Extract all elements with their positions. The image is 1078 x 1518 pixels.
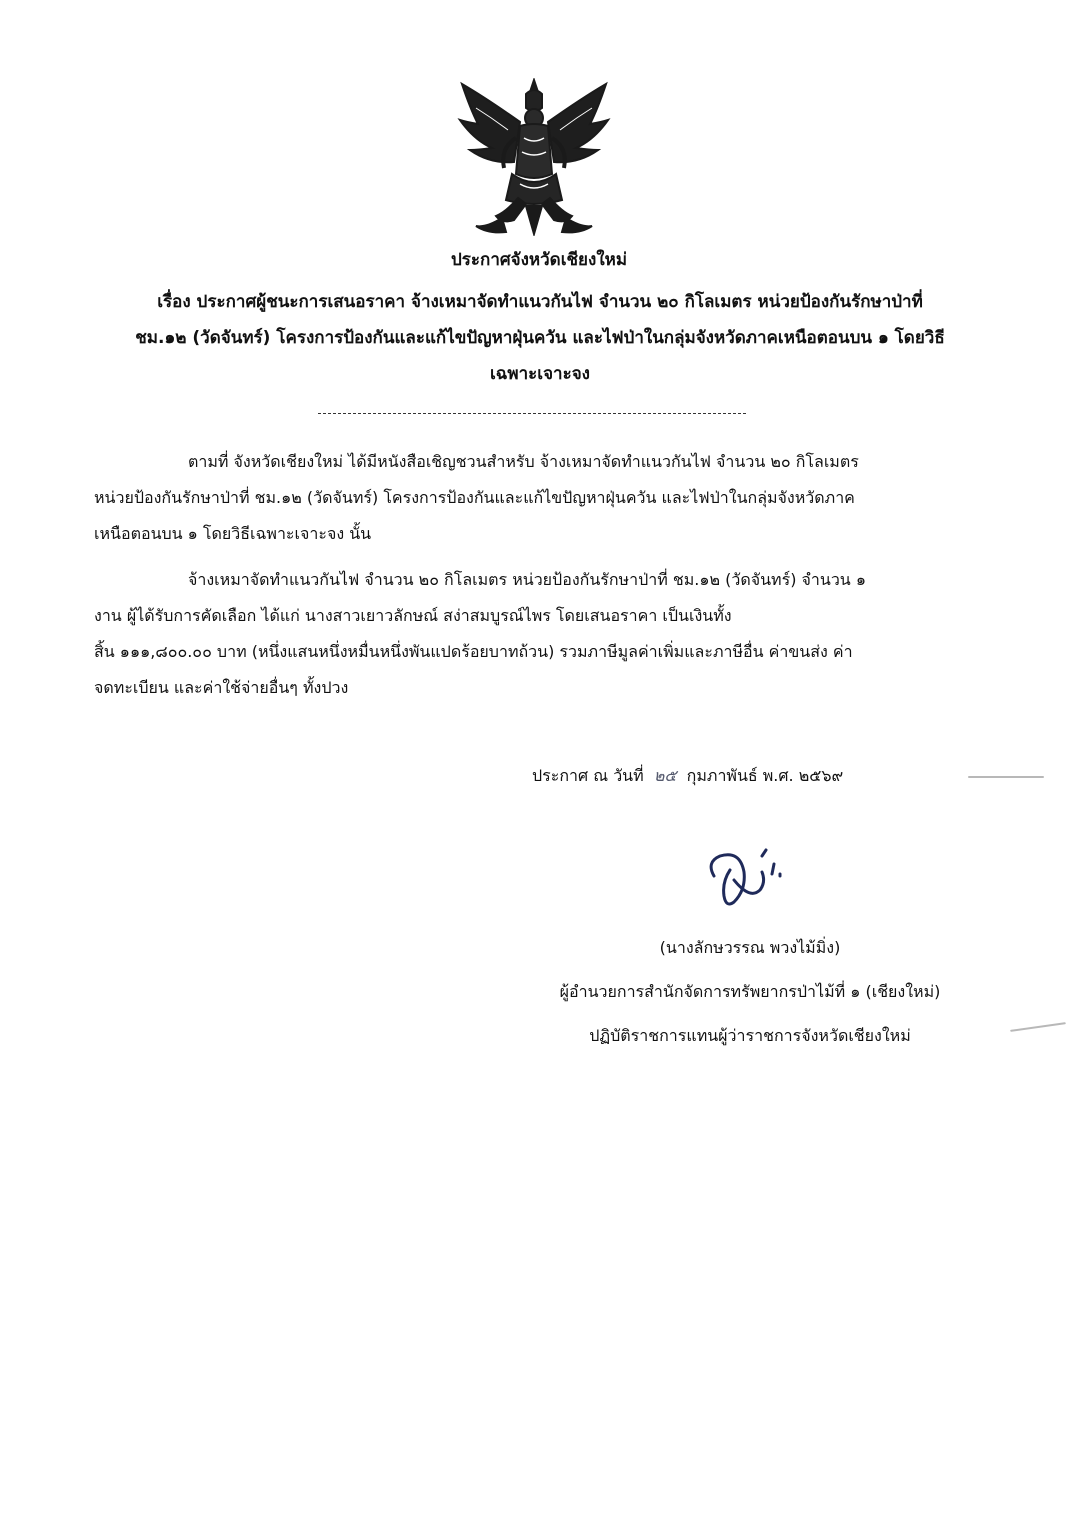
document-subject: [100, 284, 980, 392]
separator-rule: [318, 413, 746, 414]
garuda-emblem-icon: [456, 78, 612, 236]
paragraph-invitation: [94, 444, 982, 552]
date-prefix: ประกาศ ณ วันที่: [532, 766, 644, 785]
paragraph-line: สิ้น ๑๑๑,๘๐๐.๐๐ บาท (หนึ่งแสนหนึ่งหมื่นหนึ่งพันแปดร้อยบาทถ้วน) รวมภาษีมูลค่าเพิ่มและภาษีอื่น ค่าขนส่ง ค่า: [94, 642, 853, 661]
document-title: ประกาศจังหวัดเชียงใหม่: [450, 250, 628, 270]
signer-name: (นางลักษวรรณ พวงไม้มิ่ง): [659, 938, 841, 957]
paragraph-line: เหนือตอนบน ๑ โดยวิธีเฉพาะเจาะจง นั้น: [94, 524, 372, 543]
subject-line: เรื่อง ประกาศผู้ชนะการเสนอราคา จ้างเหมาจัดทำแนวกันไฟ จำนวน ๒๐ กิโลเมตร หน่วยป้องกันรักษาป่าที่: [157, 292, 923, 312]
subject-line: ชม.๑๒ (วัดจันทร์) โครงการป้องกันและแก้ไขปัญหาฝุ่นควัน และไฟป่าในกลุ่มจังหวัดภาคเหนือตอนบน ๑ โดยวิธี: [135, 328, 945, 348]
paragraph-line: จดทะเบียน และค่าใช้จ่ายอื่นๆ ทั้งปวง: [94, 678, 349, 697]
paragraph-winner: [94, 562, 982, 706]
scan-artifact: [1010, 1022, 1066, 1032]
paragraph-line: งาน ผู้ได้รับการคัดเลือก ได้แก่ นางสาวเยาวลักษณ์ สง่าสมบูรณ์ไพร โดยเสนอราคา เป็นเงินทั้ง: [94, 606, 732, 625]
paragraph-line: หน่วยป้องกันรักษาป่าที่ ชม.๑๒ (วัดจันทร์) โครงการป้องกันและแก้ไขปัญหาฝุ่นควัน และไฟป่าในกลุ่มจังหวัดภาค: [94, 488, 855, 507]
subject-line: เฉพาะเจาะจง: [490, 364, 590, 384]
announcement-date: [532, 762, 843, 790]
signer-acting: ปฏิบัติราชการแทนผู้ว่าราชการจังหวัดเชียงใหม่: [589, 1026, 911, 1045]
scan-artifact: [968, 776, 1044, 778]
date-day: ๒๕: [653, 766, 677, 785]
paragraph-line: ตามที่ จังหวัดเชียงใหม่ ได้มีหนังสือเชิญชวนสำหรับ จ้างเหมาจัดทำแนวกันไฟ จำนวน ๒๐ กิโลเมตร: [188, 452, 859, 471]
signer-block: [520, 926, 980, 1058]
paragraph-line: จ้างเหมาจัดทำแนวกันไฟ จำนวน ๒๐ กิโลเมตร หน่วยป้องกันรักษาป่าที่ ชม.๑๒ (วัดจันทร์) จำนวน ๑: [188, 570, 866, 589]
handwritten-signature: [700, 842, 800, 912]
signer-position: ผู้อำนวยการสำนักจัดการทรัพยากรป่าไม้ที่ ๑ (เชียงใหม่): [559, 982, 941, 1001]
date-month-year: กุมภาพันธ์ พ.ศ. ๒๕๖๙: [686, 766, 844, 785]
